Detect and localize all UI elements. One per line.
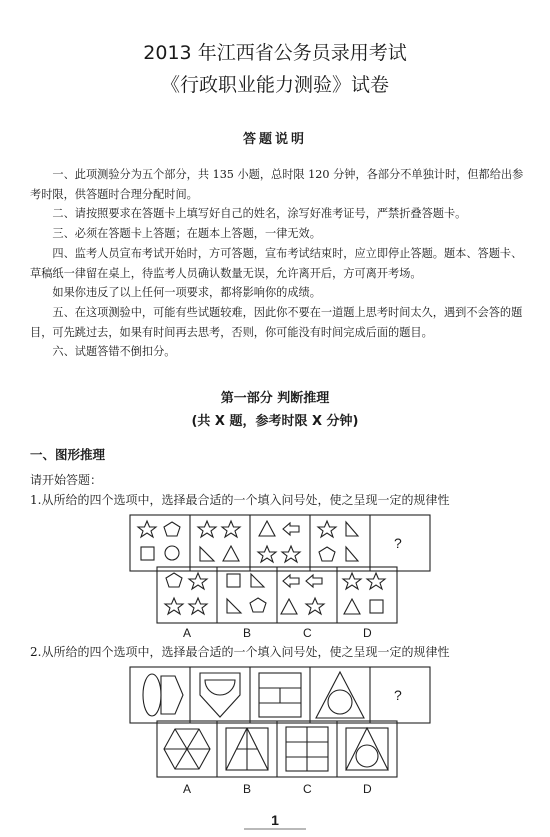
instruction-paragraph: 一、此项测验分为五个部分，共 135 小题，总时限 120 分钟，各部分不单独计时，但都给出参考时限，供答题时合理分配时间。 <box>30 168 524 201</box>
pentagon-arrow-icon <box>161 676 183 714</box>
circle-icon <box>328 690 352 714</box>
triangle-icon <box>316 672 364 718</box>
instruction-paragraph: 四、监考人员宣布考试开始时，方可答题，宣布考试结束时，应立即停止答题。题本、答题卡、草稿纸一律留在桌上，待监考人员确认数量无误，允许离开后，方可离开考场。 <box>30 246 523 280</box>
star-icon <box>165 598 183 614</box>
square-icon <box>370 600 383 613</box>
square-icon <box>227 574 240 587</box>
triangle-icon <box>281 599 297 614</box>
arrow-left-icon <box>283 523 299 535</box>
start-prompt: 请开始答题： <box>30 473 103 487</box>
star-icon <box>222 521 240 537</box>
triangle-icon <box>344 599 360 614</box>
instruction-paragraph: 六、试题答错不倒扣分。 <box>52 345 176 359</box>
arrow-left-icon <box>306 575 322 587</box>
right-triangle-icon <box>346 522 358 536</box>
star-icon <box>198 521 216 537</box>
star-icon <box>318 521 336 537</box>
pentagon-icon <box>164 522 180 536</box>
q2-option-c[interactable]: C <box>303 782 312 796</box>
part-subtitle: (共 X 题，参考时限 X 分钟) <box>191 414 359 429</box>
q1-option-b[interactable]: B <box>243 626 252 640</box>
right-triangle-icon <box>200 547 214 561</box>
part-title: 第一部分 判断推理 <box>220 391 330 406</box>
triangle-icon <box>259 521 275 536</box>
star-icon <box>306 598 324 614</box>
pentagon-icon <box>250 598 266 612</box>
star-icon <box>282 546 300 562</box>
star-icon <box>189 598 207 614</box>
triangle-icon <box>346 728 388 770</box>
pentagon-icon <box>166 573 182 587</box>
q1-question-mark: ? <box>394 535 402 551</box>
exam-title: 2013 年江西省公务员录用考试 <box>143 42 407 64</box>
q1-option-a[interactable]: A <box>183 626 192 640</box>
q1-option-d[interactable]: D <box>363 626 372 640</box>
square-icon <box>141 547 154 560</box>
page-number: 1 <box>271 812 279 828</box>
section-title: 一、图形推理 <box>30 447 106 462</box>
right-triangle-icon <box>251 574 264 587</box>
instruction-paragraph: 三、必须在答题卡上答题；在题本上答题，一律无效。 <box>52 227 321 241</box>
instructions-heading: 答题说明 <box>242 132 307 147</box>
q2-option-d[interactable]: D <box>363 782 372 796</box>
q2-option-b[interactable]: B <box>243 782 252 796</box>
ellipse-icon <box>143 674 161 716</box>
circle-icon <box>165 546 179 560</box>
star-icon <box>138 521 156 537</box>
q1-option-c[interactable]: C <box>303 626 312 640</box>
question-1-text: 1.从所给的四个选项中，选择最合适的一个填入问号处，使之呈现一定的规律性 <box>30 493 450 507</box>
arrow-left-icon <box>283 575 299 587</box>
star-icon <box>343 573 361 589</box>
q2-question-mark: ? <box>394 687 402 703</box>
question-2-text: 2.从所给的四个选项中，选择最合适的一个填入问号处，使之呈现一定的规律性 <box>30 645 450 659</box>
instruction-paragraph: 如果你违反了以上任何一项要求，都将影响你的成绩。 <box>52 286 321 300</box>
q2-option-a[interactable]: A <box>183 782 192 796</box>
triangle-icon <box>223 546 239 561</box>
right-triangle-icon <box>346 547 358 561</box>
circle-icon <box>356 745 378 767</box>
exam-subtitle: 《行政职业能力测验》试卷 <box>160 74 389 96</box>
star-icon <box>189 573 207 589</box>
right-triangle-icon <box>227 599 241 613</box>
instruction-paragraph: 二、请按照要求在答题卡上填写好自己的姓名，涂写好准考证号，严禁折叠答题卡。 <box>52 207 467 221</box>
star-icon <box>258 546 276 562</box>
semicircle-icon <box>205 680 235 695</box>
star-icon <box>367 573 385 589</box>
pentagon-icon <box>319 547 335 561</box>
instruction-paragraph: 五、在这项测验中，可能有些试题较难，因此你不要在一道题上思考时间太久，遇到不会答的题目，可先跳过去，如果有时间再去思考，否则，你可能没有时间完成后面的题目。 <box>30 305 523 339</box>
square-icon <box>346 728 388 770</box>
